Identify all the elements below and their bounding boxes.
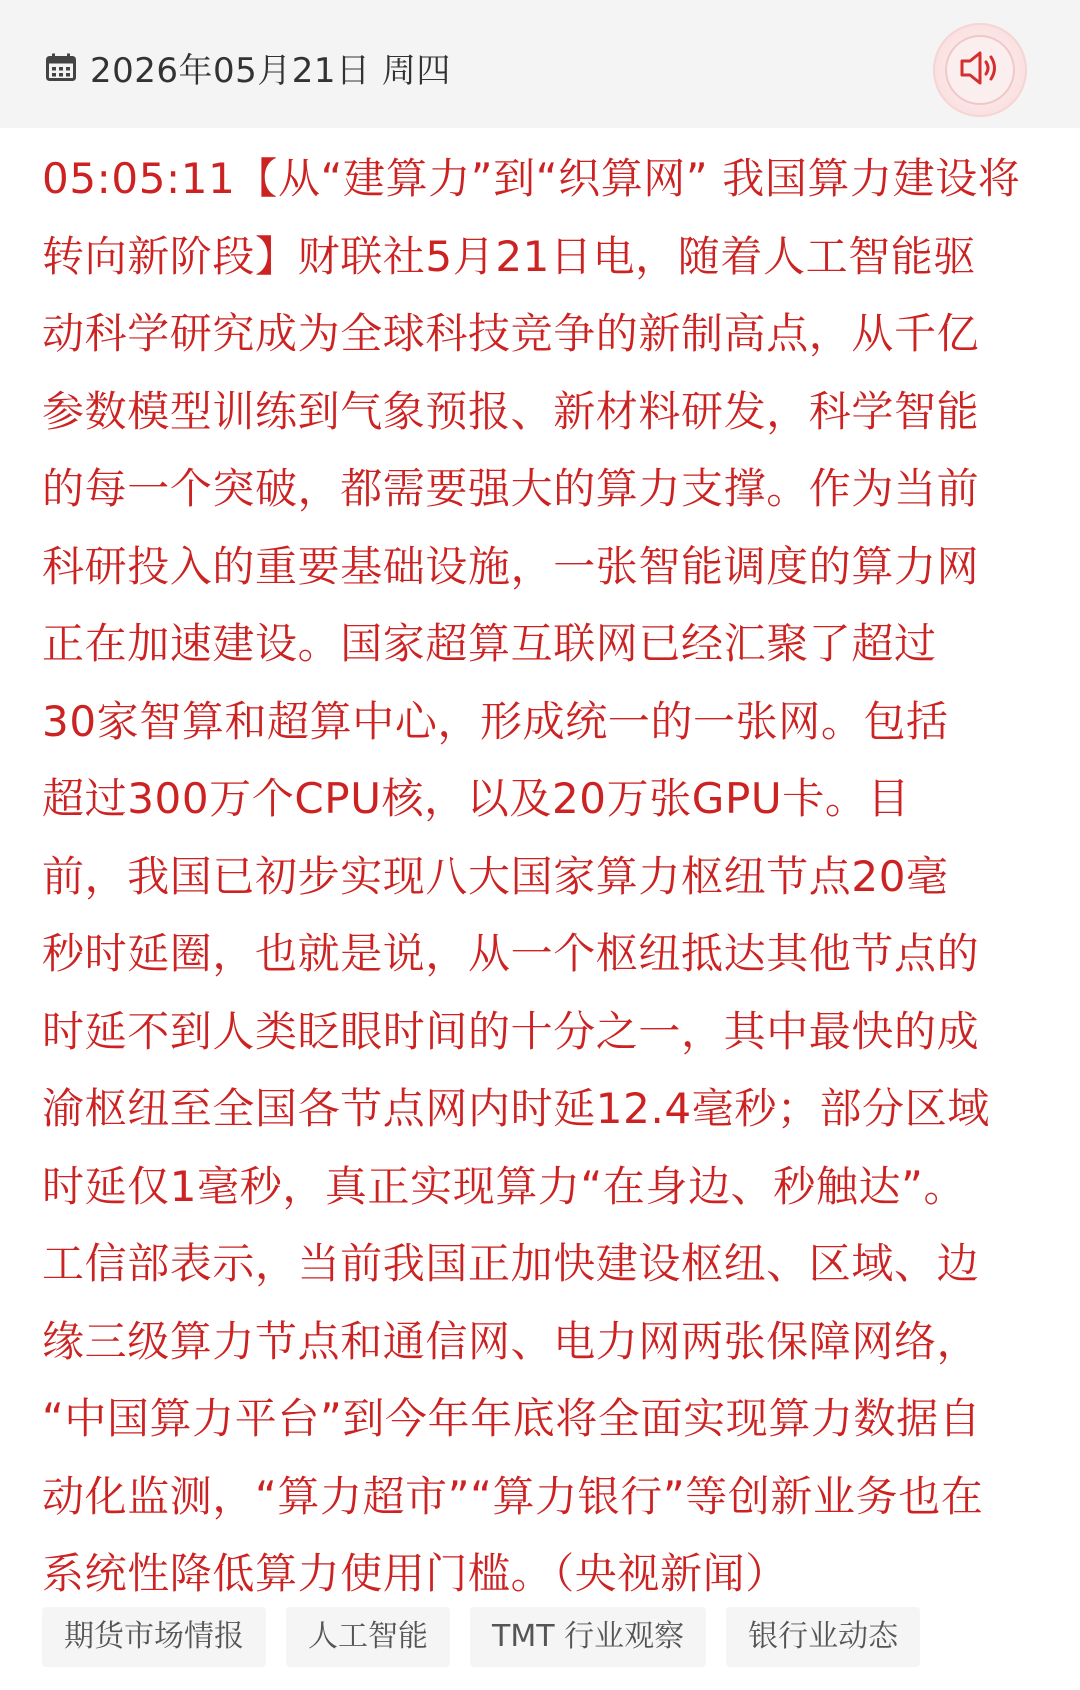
article-body: 05:05:11【从“建算力”到“织算网” 我国算力建设将 转向新阶段】财联社5月21日电，随着人工智能驱 动科学研究成为全球科技竞争的新制高点，从千亿 参数模型训练到气象预报、新材料研发，科学智能 的每一个突破，都需要强大的算力支撑。作为当前 科研投入的重要基础设施，一张智能调度的算力网 正在加速建设。国家超算互联网已经汇聚了超过 30家智算和超算中心，形成统一的一张网。包括 超过300万个CPU核，以及20万张GPU卡。目 前，我国已初步实现八大国家算力枢纽节点20毫 秒时延圈，也就是说，从一个枢纽抵达其他节点的 时延不到人类眨眼时间的十分之一，其中最快的成 渝枢纽至全国各节点网内时延12.4毫秒；部分区域 时延仅1毫秒，真正实现算力“在身边、秒触达”。 工信部表示，当前我国正加快建设枢纽、区域、边 缘三级算力节点和通信网、电力网两张保障网络， “中国算力平台”到今年年底将全面实现算力数据自 动化监测，“算力超市”“算力银行”等创新业务也在 系统性降低算力使用门槛。（央视新闻） — [42, 154, 1021, 1598]
read-aloud-inner — [945, 35, 1015, 105]
tag-banking-news[interactable]: 银行业动态 — [726, 1607, 920, 1667]
tag-artificial-intelligence[interactable]: 人工智能 — [286, 1607, 450, 1667]
speaker-icon — [958, 48, 1002, 92]
calendar-icon — [46, 53, 76, 81]
date-header — [0, 0, 1080, 128]
tag-futures-market[interactable]: 期货市场情报 — [42, 1607, 266, 1667]
read-aloud-button[interactable] — [933, 23, 1027, 117]
tag-list — [42, 1607, 920, 1667]
date-label: 2026年05月21日 周四 — [90, 50, 451, 91]
date-row — [46, 44, 451, 90]
tag-tmt-industry[interactable]: TMT 行业观察 — [470, 1607, 706, 1667]
